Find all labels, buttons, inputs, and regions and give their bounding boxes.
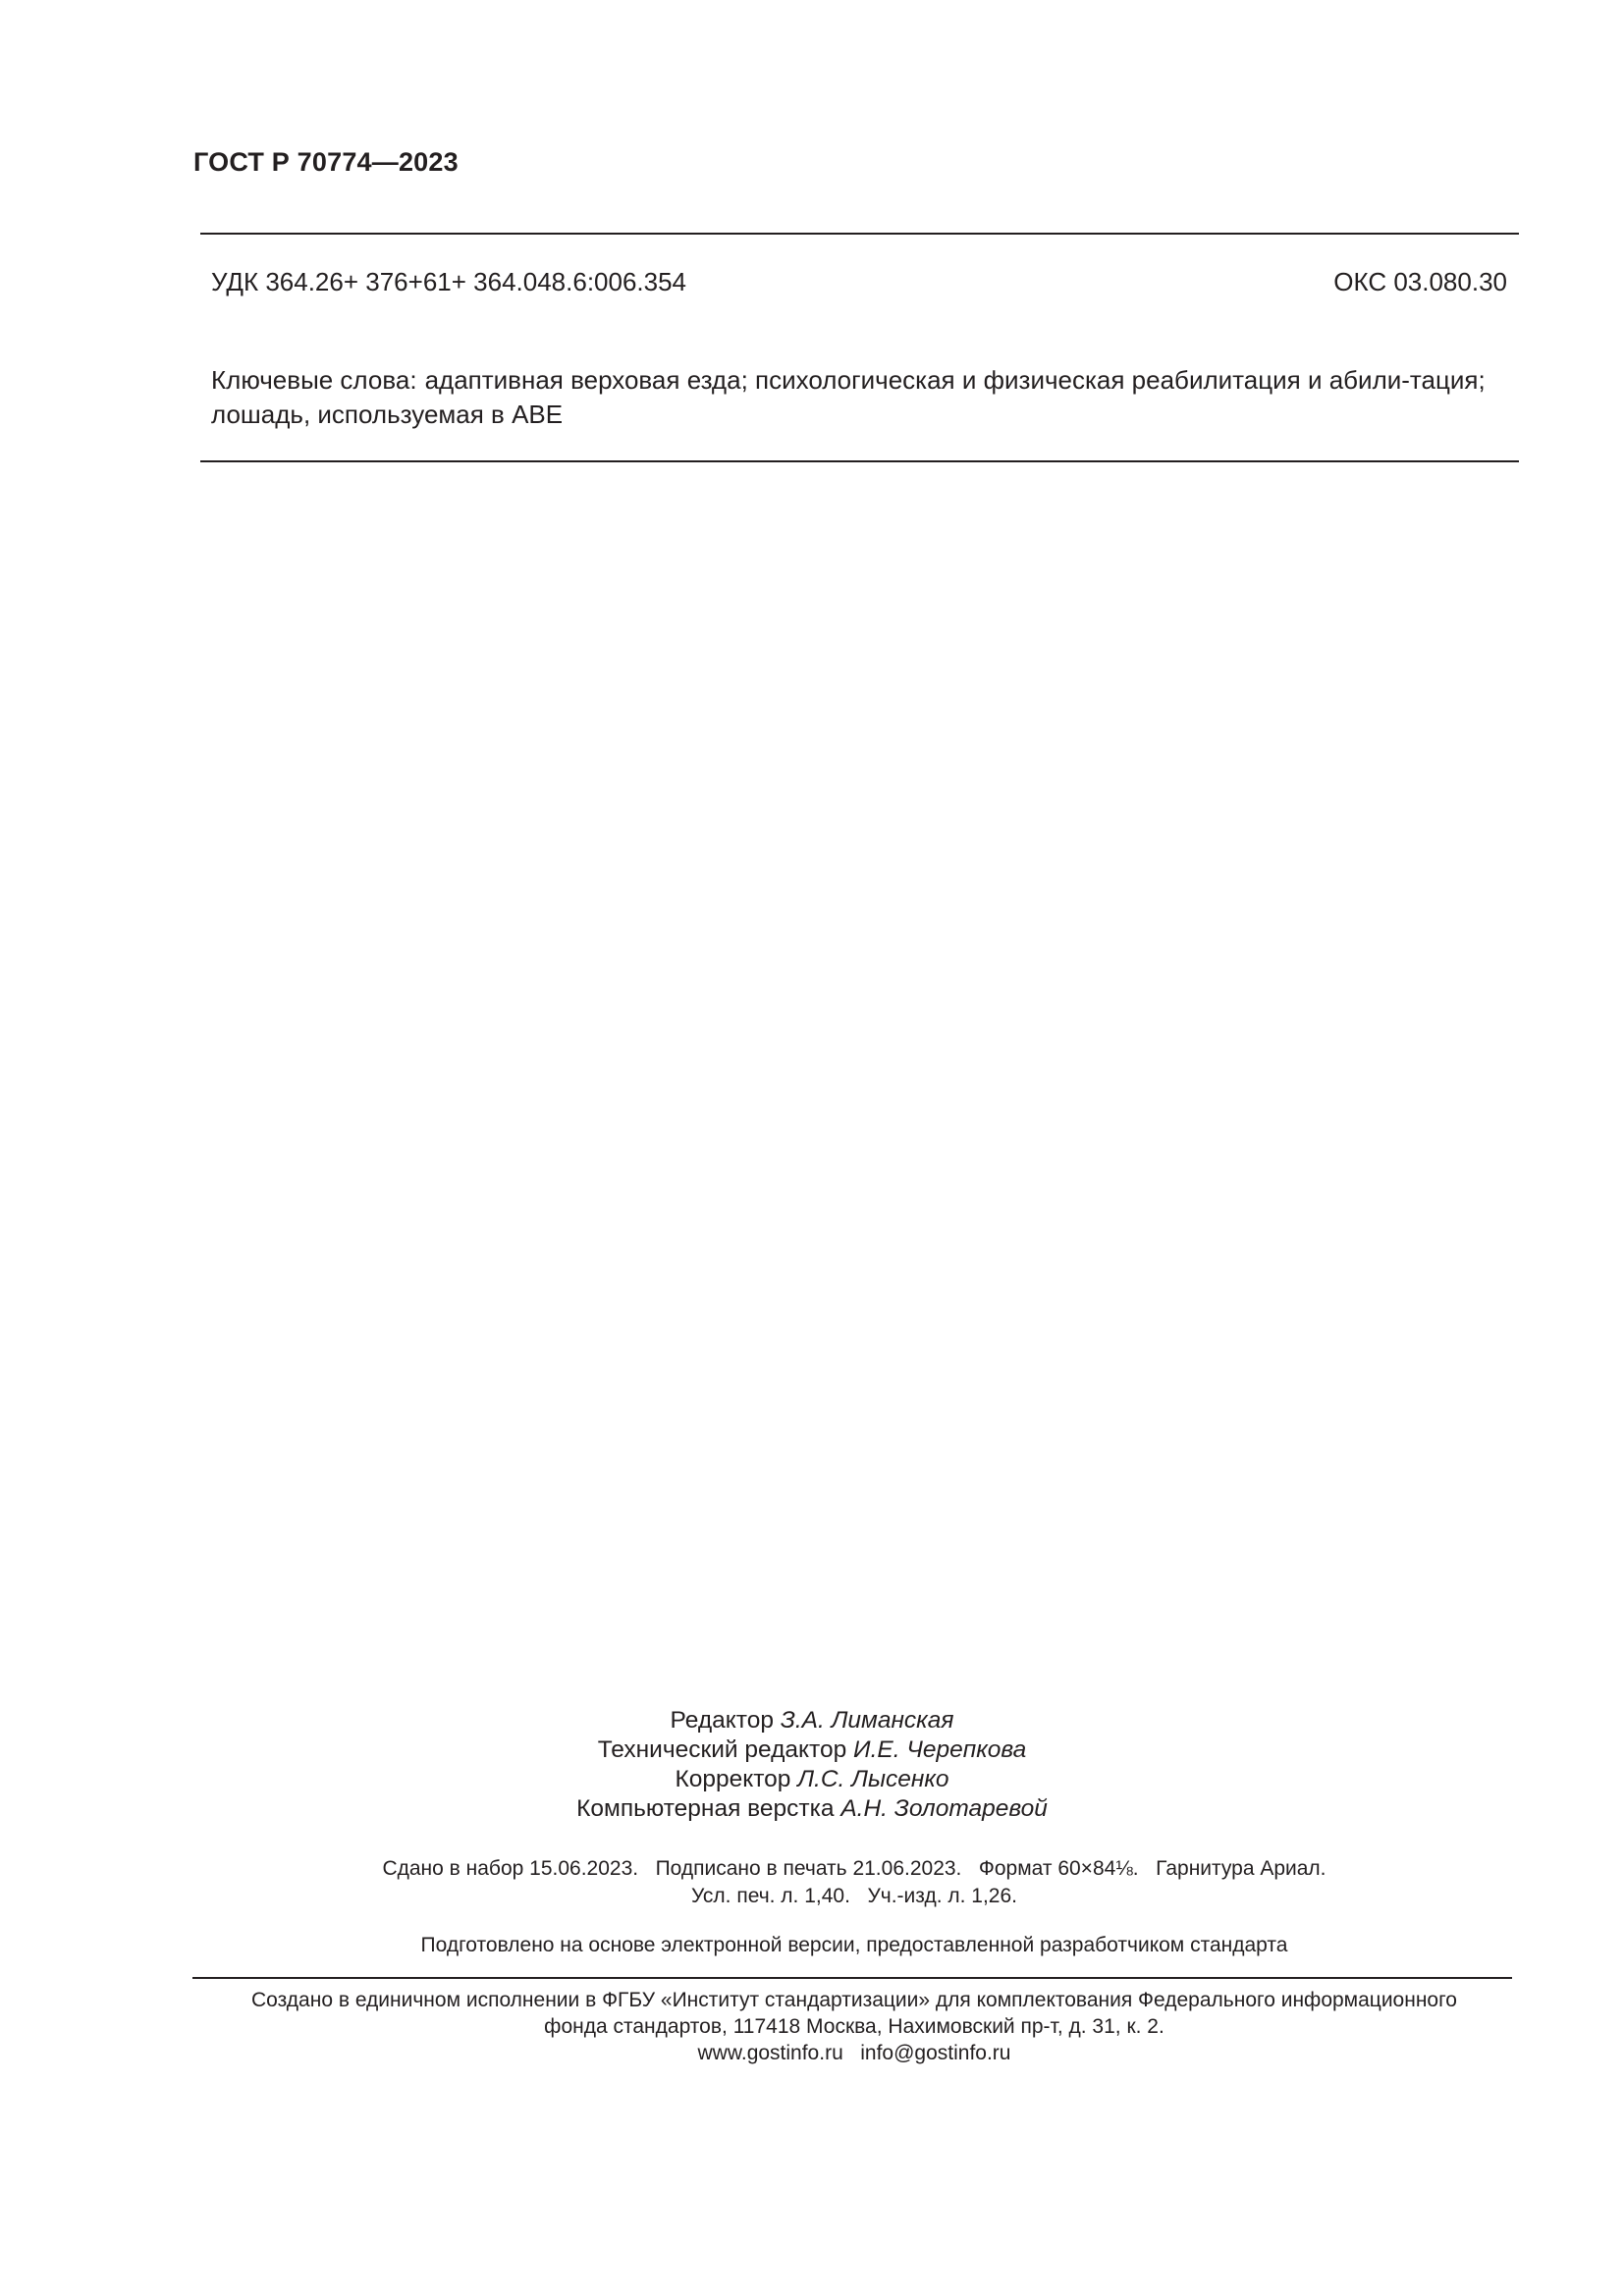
credit-name: Л.С. Лысенко [797,1766,949,1792]
credit-role: Корректор [675,1766,791,1792]
credit-role: Редактор [670,1707,774,1734]
keywords-text: адаптивная верховая езда; психологическая и физическая реабилитация и абили-тация; лошадь, используемая в АВЕ [211,365,1486,429]
footer-contacts: www.gostinfo.ru info@gostinfo.ru [697,2042,1011,2064]
credit-editor [0,1706,1624,1735]
prepared-note: Подготовлено на основе электронной версии, предоставленной разработчиком стандарта [420,1934,1288,1956]
standard-number: ГОСТ Р 70774—2023 [193,147,459,177]
print-info-line: Усл. печ. л. 1,40. Уч.-изд. л. 1,26. [690,1885,1017,1907]
keywords-divider [200,460,1519,462]
oks-code: ОКС 03.080.30 [1333,267,1507,296]
credit-role: Компьютерная верстка [576,1795,835,1822]
credit-name: И.Е. Черепкова [853,1736,1027,1763]
print-info [0,1855,1624,1910]
credit-name: З.А. Лиманская [780,1707,954,1734]
credit-name: А.Н. Золотаревой [840,1795,1048,1822]
print-info-line: Сдано в набор 15.06.2023. Подписано в печать 21.06.2023. Формат 60×84⅛. Гарнитура Ариал. [382,1857,1326,1880]
udk-code: УДК 364.26+ 376+61+ 364.048.6:006.354 [211,267,687,296]
credit-layout [0,1794,1624,1824]
credit-role: Технический редактор [597,1736,847,1763]
credit-proofreader [0,1765,1624,1794]
footer-divider [192,1977,1512,1979]
footer-line: фонда стандартов, 117418 Москва, Нахимовский пр-т, д. 31, к. 2. [544,2015,1164,2038]
top-divider [200,233,1519,235]
credits-block [0,1706,1624,1824]
publisher-footer [0,1987,1624,2066]
keywords-label: Ключевые слова: [211,365,417,395]
credit-tech-editor [0,1735,1624,1765]
footer-line: Создано в единичном исполнении в ФГБУ «Институт стандартизации» для комплектования Федерального информационного [251,1989,1457,2011]
keywords-block [211,363,1507,432]
